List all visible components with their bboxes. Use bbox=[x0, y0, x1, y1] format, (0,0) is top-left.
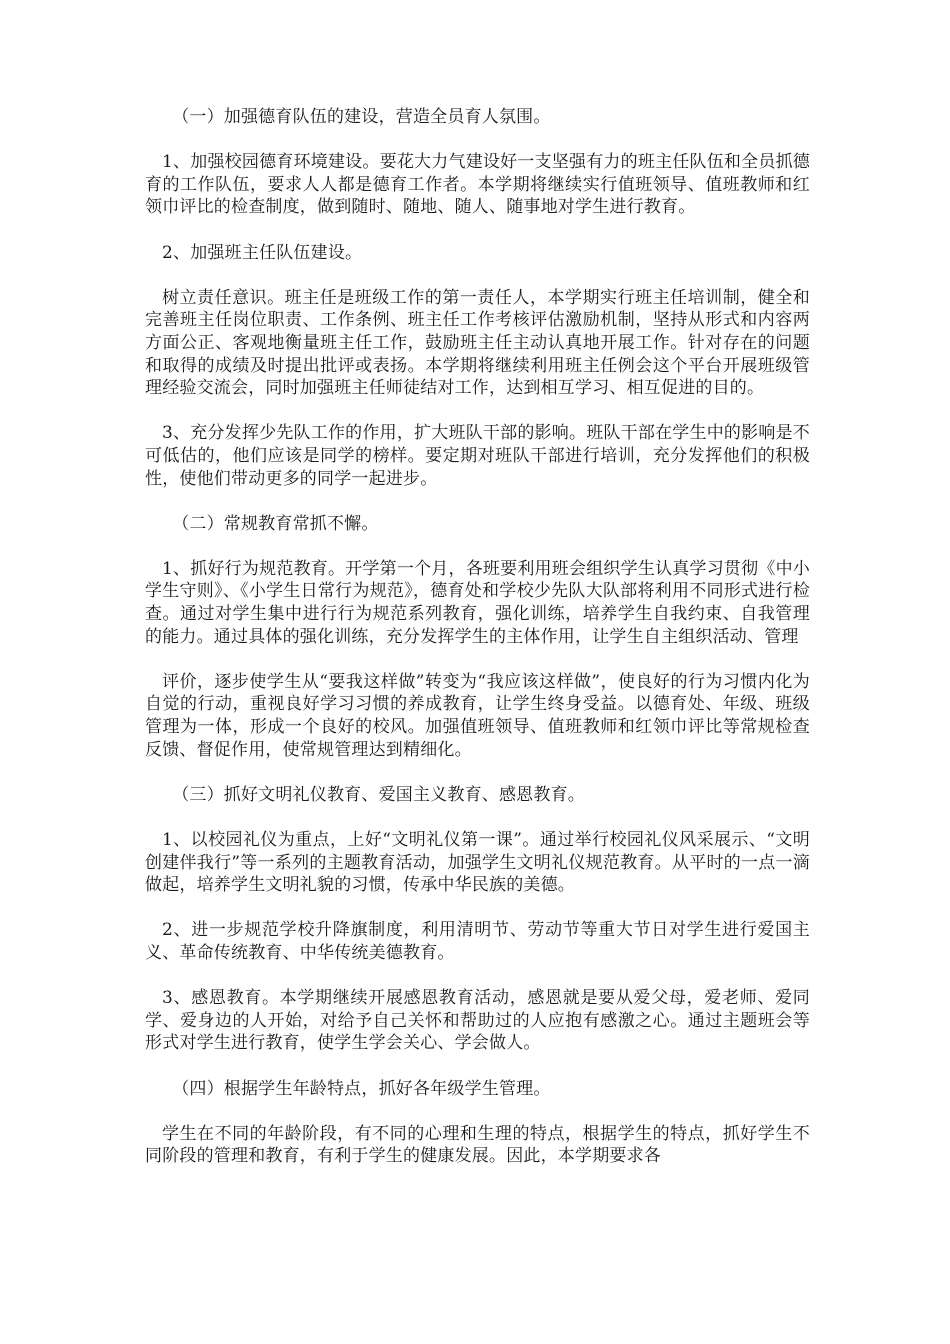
paragraph-responsibility: 树立责任意识。班主任是班级工作的第一责任人，本学期实行班主任培训制，健全和完善班主任岗位职责、工作条例、班主任工作考核评估激励机制，坚持从形式和内容两方面公正、客观地衡量班主任工作，鼓励班主任主动认真地开展工作。针对存在的问题和取得的成绩及时提出批评或表扬。本学期将继续利用班主任例会这个平台开展班级管理经验交流会，同时加强班主任师徒结对工作，达到相互学习、相互促进的目的。 bbox=[145, 287, 810, 399]
section-heading-2: （二）常规教育常抓不懈。 bbox=[172, 513, 379, 534]
paragraph-evaluation: 评价，逐步使学生从“要我这样做”转变为“我应该这样做”，使良好的行为习惯内化为自觉的行动，重视良好学习习惯的养成教育，让学生终身受益。以德育处、年级、班级管理为一体，形成一个良好的校风。加强值班领导、值班教师和红领巾评比等常规检查反馈、督促作用，使常规管理达到精细化。 bbox=[145, 671, 810, 760]
section-heading-4: （四）根据学生年龄特点，抓好各年级学生管理。 bbox=[172, 1078, 551, 1099]
paragraph-class-teacher-team: 2、加强班主任队伍建设。 bbox=[162, 242, 363, 263]
paragraph-behavior-norms: 1、抓好行为规范教育。开学第一个月，各班要利用班会组织学生认真学习贯彻《中小学生守则》、《小学生日常行为规范》，德育处和学校少先队大队部将利用不同形式进行检查。通过对学生集中进行行为规范系列教育，强化训练，培养学生自我约束、自我管理的能力。通过具体的强化训练，充分发挥学生的主体作用，让学生自主组织活动、管理 bbox=[145, 558, 810, 647]
paragraph-campus-environment: 1、加强校园德育环境建设。要花大力气建设好一支坚强有力的班主任队伍和全员抓德育的工作队伍，要求人人都是德育工作者。本学期将继续实行值班领导、值班教师和红领巾评比的检查制度，做到随时、随地、随人、随事地对学生进行教育。 bbox=[145, 152, 810, 218]
paragraph-gratitude: 3、感恩教育。本学期继续开展感恩教育活动，感恩就是要从爱父母，爱老师、爱同学、爱身边的人开始，对给予自己关怀和帮助过的人应抱有感激之心。通过主题班会等形式对学生进行教育，使学生学会关心、学会做人。 bbox=[145, 988, 810, 1054]
section-heading-3: （三）抓好文明礼仪教育、爱国主义教育、感恩教育。 bbox=[172, 784, 585, 805]
paragraph-young-pioneers: 3、充分发挥少先队工作的作用，扩大班队干部的影响。班队干部在学生中的影响是不可低估的，他们应该是同学的榜样。要定期对班队干部进行培训，充分发挥他们的积极性，使他们带动更多的同学一起进步。 bbox=[145, 423, 810, 489]
document-page bbox=[145, 106, 810, 1191]
paragraph-flag-ceremony: 2、进一步规范学校升降旗制度，利用清明节、劳动节等重大节日对学生进行爱国主义、革命传统教育、中华传统美德教育。 bbox=[145, 920, 810, 963]
paragraph-etiquette: 1、以校园礼仪为重点，上好“文明礼仪第一课”。通过举行校园礼仪风采展示、“文明创建伴我行”等一系列的主题教育活动，加强学生文明礼仪规范教育。从平时的一点一滴做起，培养学生文明礼貌的习惯，传承中华民族的美德。 bbox=[145, 830, 810, 896]
section-heading-1: （一）加强德育队伍的建设，营造全员育人氛围。 bbox=[172, 107, 551, 127]
paragraph-age-management: 学生在不同的年龄阶段，有不同的心理和生理的特点，根据学生的特点，抓好学生不同阶段的管理和教育，有利于学生的健康发展。因此，本学期要求各 bbox=[145, 1123, 810, 1167]
